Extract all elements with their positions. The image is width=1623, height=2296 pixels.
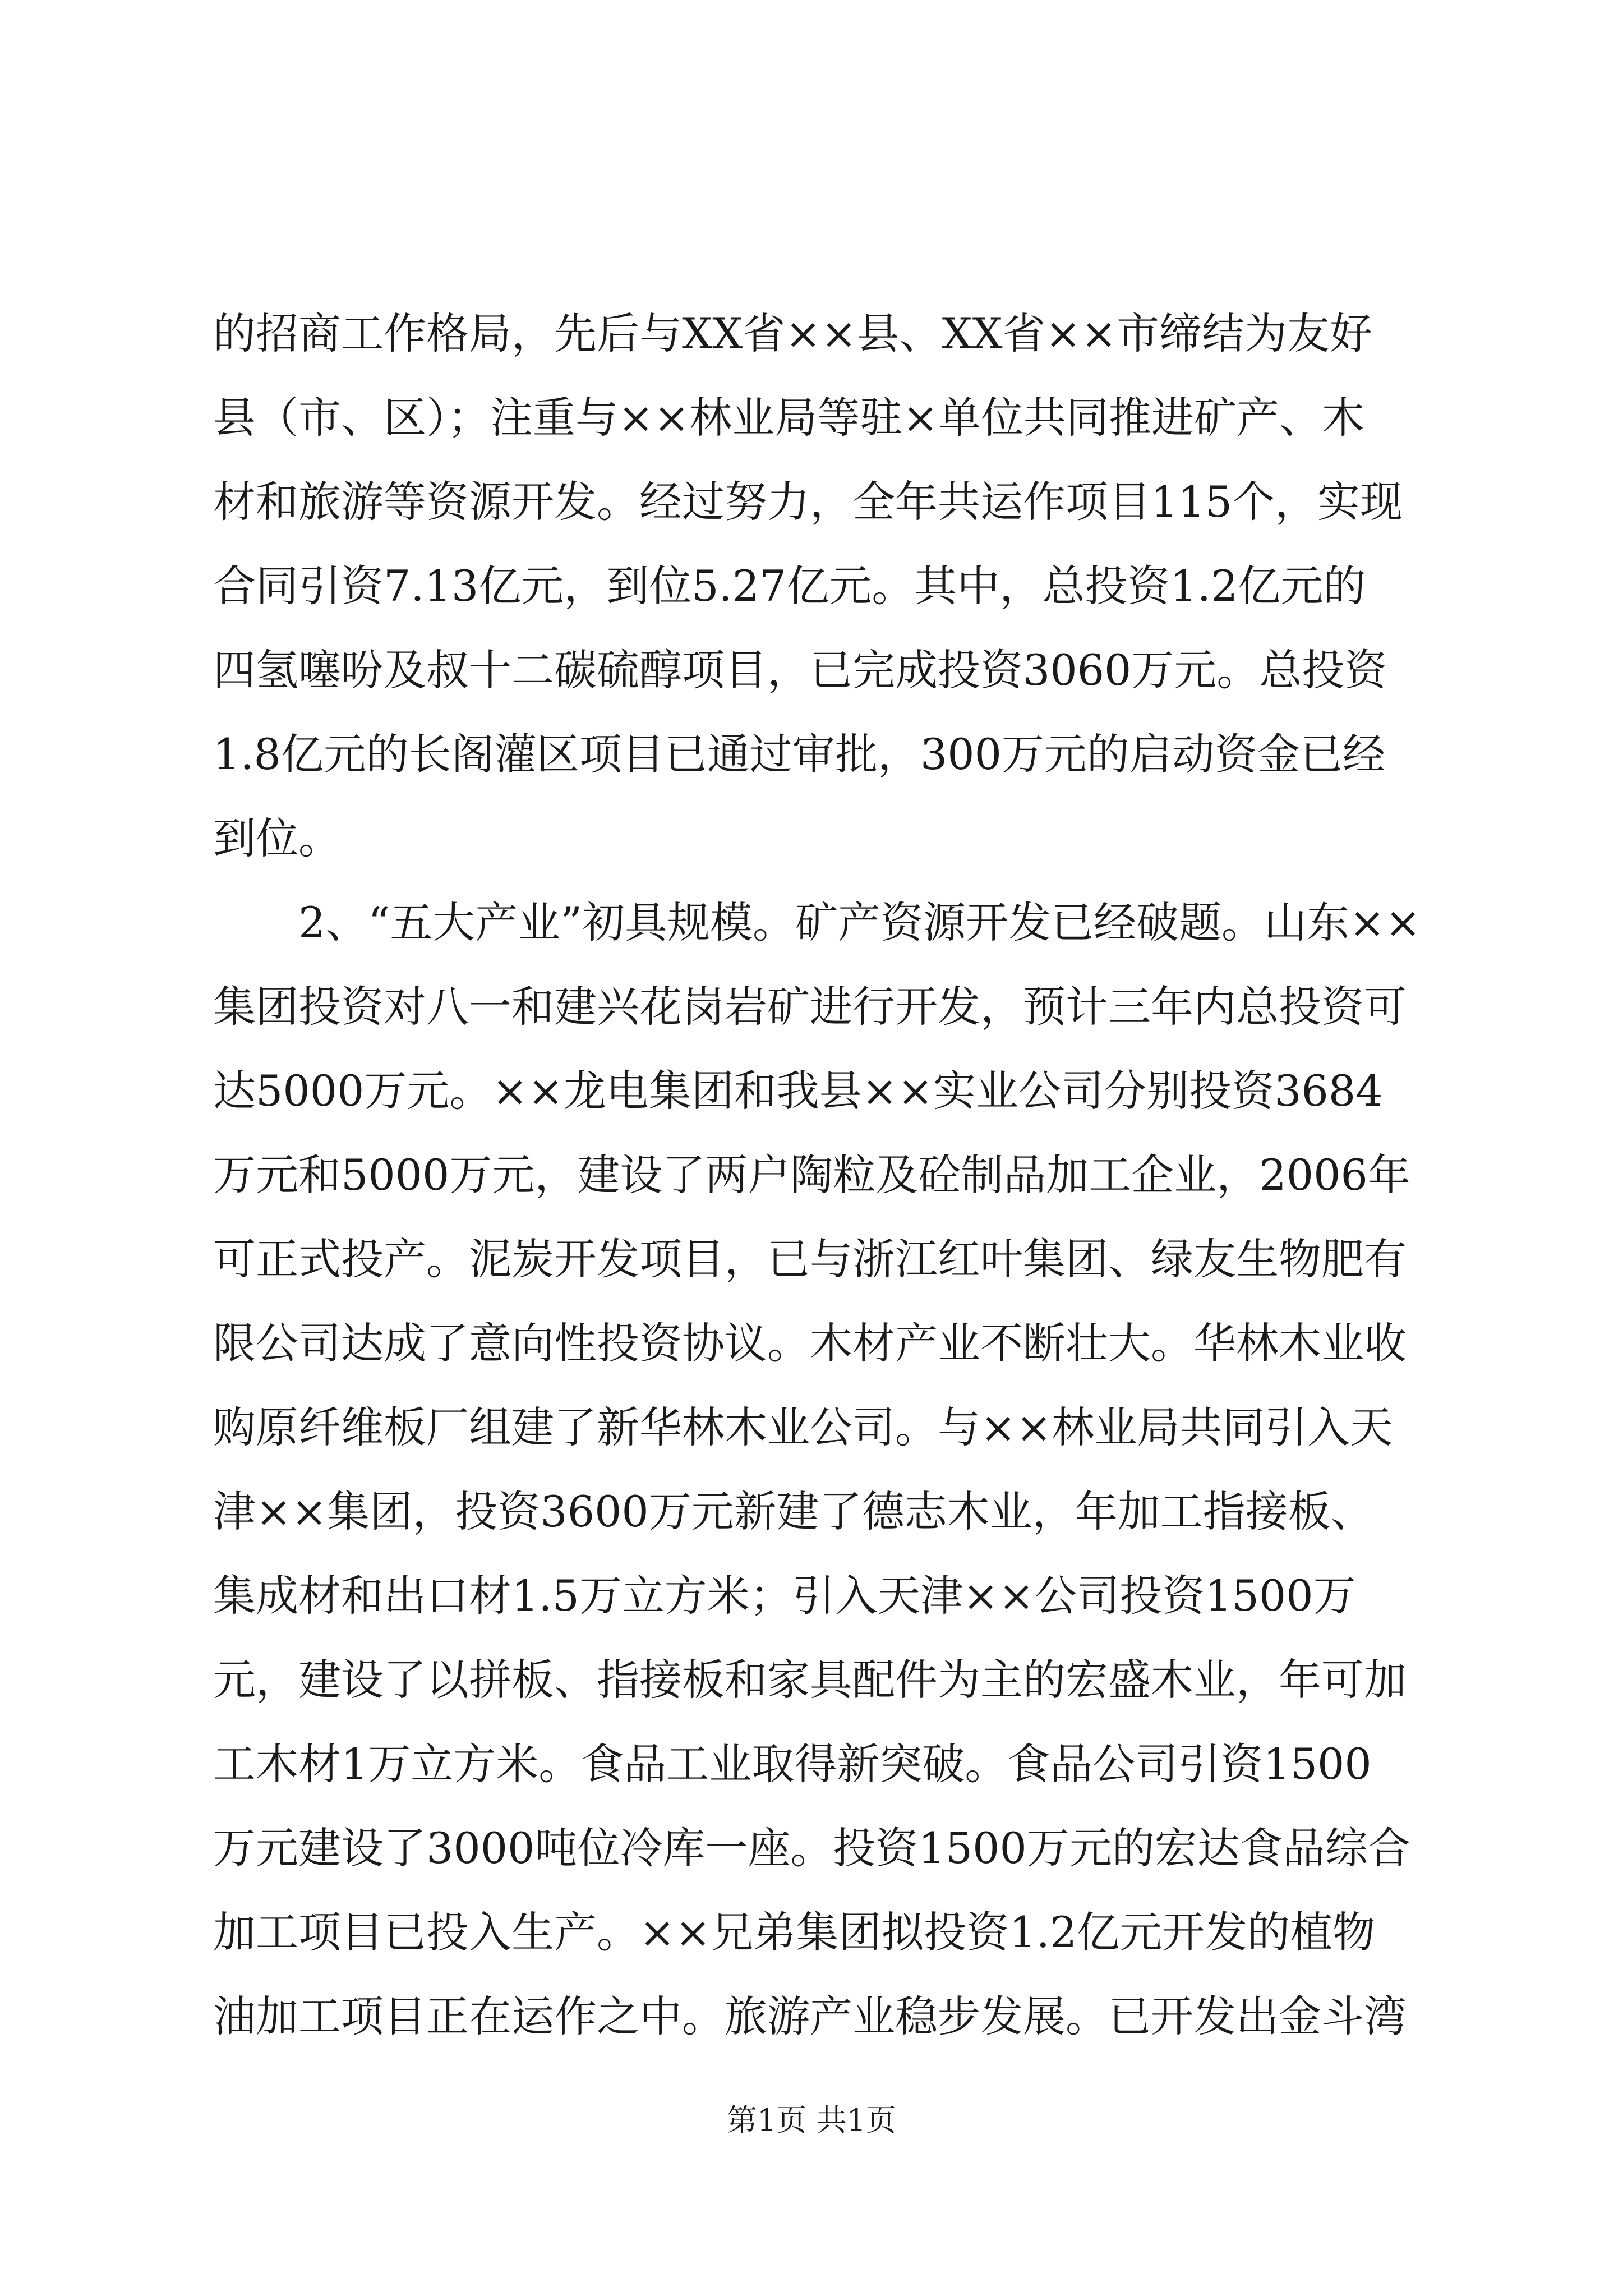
text-line: 达5000万元。××龙电集团和我县××实业公司分别投资3684	[213, 1066, 1383, 1116]
text-line: 县（市、区）；注重与××林业局等驻×单位共同推进矿产、木	[213, 393, 1365, 443]
text-line: 购原纤维板厂组建了新华林木业公司。与××林业局共同引入天	[213, 1402, 1393, 1452]
text-line: 到位。	[213, 813, 341, 863]
text-line: 可正式投产。泥炭开发项目，已与浙江红叶集团、绿友生物肥有	[213, 1234, 1407, 1284]
text-line: 集成材和出口材1.5万立方米；引入天津××公司投资1500万	[213, 1571, 1356, 1621]
text-line: 工木材1万立方米。食品工业取得新突破。食品公司引资1500	[213, 1739, 1372, 1789]
page-number-footer: 第1页 共1页	[727, 2102, 896, 2138]
text-line: 油加工项目正在运作之中。旅游产业稳步发展。已开发出金斗湾	[213, 1991, 1407, 2041]
document-body	[213, 292, 1419, 2059]
text-line: 万元和5000万元，建设了两户陶粒及砼制品加工企业，2006年	[213, 1150, 1410, 1200]
text-line: 1.8亿元的长阁灌区项目已通过审批，300万元的启动资金已经	[213, 729, 1385, 779]
text-line: 四氢噻吩及叔十二碳硫醇项目，已完成投资3060万元。总投资	[213, 645, 1387, 695]
text-line: 集团投资对八一和建兴花岗岩矿进行开发，预计三年内总投资可	[213, 982, 1407, 1032]
text-line: 加工项目已投入生产。××兄弟集团拟投资1.2亿元开发的植物	[213, 1907, 1376, 1957]
text-line: 限公司达成了意向性投资协议。木材产业不断壮大。华林木业收	[213, 1318, 1407, 1368]
paragraph-start-line: 2、“五大产业”初具规模。矿产资源开发已经破题。山东××	[298, 898, 1421, 947]
text-line: 材和旅游等资源开发。经过努力，全年共运作项目115个，实现	[213, 477, 1403, 527]
text-line: 元，建设了以拼板、指接板和家具配件为主的宏盛木业，年可加	[213, 1655, 1407, 1705]
text-line: 津××集团，投资3600万元新建了德志木业，年加工指接板、	[213, 1487, 1373, 1536]
text-line: 合同引资7.13亿元，到位5.27亿元。其中，总投资1.2亿元的	[213, 561, 1366, 611]
text-line: 的招商工作格局，先后与XX省××县、XX省××市缔结为友好	[213, 309, 1373, 358]
text-line: 万元建设了3000吨位冷库一座。投资1500万元的宏达食品综合	[213, 1823, 1410, 1873]
